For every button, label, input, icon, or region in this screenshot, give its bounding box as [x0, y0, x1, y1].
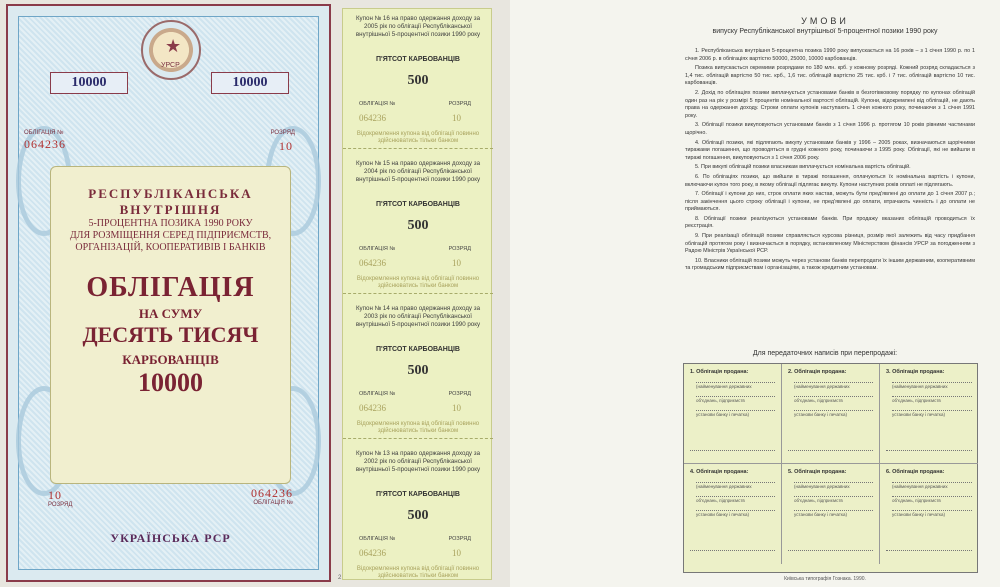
coupon-heading: Купон № 15 на право одержання доходу за 2004 рік по облігації Республіканської внутрішньої 5-процентної позики 1990 року [355, 160, 481, 183]
condition-paragraph: 6. По облігаціях позики, що вийшли в тиражі погашення, оплачуються їх номінальна вартість і купони, включаючи купон того року, в якому облігації підлягає викупу. Купони наступних років оплаті не підлягають. [685, 173, 975, 188]
transfer-cell [880, 464, 978, 564]
coupon-strip [342, 8, 492, 580]
transfer-cell-line: установи банку і печатка) [892, 510, 972, 518]
coupon-heading: Купон № 14 на право одержання доходу за 2003 рік по облігації Республіканської внутрішньої 5-процентної позики 1990 року [355, 305, 481, 328]
coupon-footnote: Відокремлення купона від облігації повинно здійснюватись тільки банком [356, 276, 480, 289]
coupon-category-label: РОЗРЯД [448, 536, 471, 542]
page-number: 2 [338, 575, 342, 581]
condition-paragraph: 7. Облігації і купони до них, строк оплати яких настав, можуть бути пред'явлені до оплати до 1 січня 2007 р.; після закінчення цього строку облігації і купони, не пред'явлені до оплати, втрачають чинність і до оплати не приймаються. [685, 191, 975, 213]
conditions-title: УМОВИ [801, 16, 849, 26]
condition-paragraph: 1. Республіканська внутрішня 5-процентна позика 1990 року випускається на 16 років – з 1 січня 1990 р. по 1 січня 2006 р. в облігаціях вартістю 50000, 25000, 10000 карбованців. [685, 48, 975, 62]
coupon-category: 10 [452, 548, 461, 558]
coupon-amount-words: П'ЯТСОТ КАРБОВАНЦІВ [376, 346, 460, 353]
condition-paragraph: 8. Облігації позики реалізуються установами банків. При продажу вказаних облігацій проводиться їх реєстрація. [685, 215, 975, 230]
signature-line [690, 450, 775, 451]
transfer-cell-line: установи банку і печатка) [696, 510, 775, 518]
coupon-category: 10 [452, 113, 461, 123]
transfer-cell-title: 4. Облігація продана: [690, 469, 749, 475]
transfer-cell-title: 5. Облігація продана: [788, 469, 847, 475]
coupon-amount: 500 [407, 218, 429, 233]
transfer-cell-title: 6. Облігація продана: [886, 469, 945, 475]
transfer-cell [880, 364, 978, 464]
transfer-cell [684, 364, 782, 464]
category-label-top: РОЗРЯД [270, 130, 295, 136]
coupon-footnote: Відокремлення купона від облігації повинно здійснюватись тільки банком [356, 566, 480, 579]
heading-line1: РЕСПУБЛІКАНСЬКА [88, 186, 253, 201]
coupon-category-label: РОЗРЯД [448, 246, 471, 252]
coupon-amount: 500 [407, 73, 429, 88]
category-number-bottom: 10 [48, 488, 62, 502]
coupon-category: 10 [452, 258, 461, 268]
coupon-series-label: ОБЛІГАЦІЯ № [359, 391, 396, 397]
transfer-cell-line: об'єднань, підприємств [696, 496, 775, 504]
coupon-series-label: ОБЛІГАЦІЯ № [359, 101, 396, 107]
currency-label: КАРБОВАНЦІВ [122, 352, 219, 367]
coupon-amount: 500 [407, 363, 429, 378]
emblem-lettering: УРСР [161, 62, 180, 69]
transfer-cell-line: установи банку і печатка) [892, 410, 972, 418]
heading-line3: 5-ПРОЦЕНТНА ПОЗИКА 1990 РОКУ [88, 218, 253, 229]
coupon-category-label: РОЗРЯД [448, 101, 471, 107]
coupon-amount-words: П'ЯТСОТ КАРБОВАНЦІВ [376, 201, 460, 208]
amount-words: ДЕСЯТЬ ТИСЯЧ [82, 322, 259, 347]
condition-paragraph: 4. Облігації позики, які підлягають викупу установами банків у 1996 – 2005 роках, визначаються щорічними тиражами погашення, що проводяться в грудні кожного року, починаючи з 1995 року. Облігації, які не вийшли в тиражі погашення, викуповуються з 1 січня 2006 року. [685, 139, 975, 161]
coupon-heading: Купон № 13 на право одержання доходу за 2002 рік по облігації Республіканської внутрішньої 5-процентної позики 1990 року [355, 450, 481, 473]
transfer-cell-title: 3. Облігація продана: [886, 369, 945, 375]
signature-line [690, 550, 775, 551]
condition-paragraph: 9. При реалізації облігацій позики справляється курсова різниця, розмір якої залежить від часу придбання облігацій протягом року і визначається в порядку, встановленому Міністерством фінансів УРСР за погодженням з Радою Міністрів Української РСР. [685, 233, 975, 255]
series-label-top: ОБЛІГАЦІЯ № [24, 130, 64, 136]
emblem-icon [141, 20, 201, 80]
coupon [343, 444, 493, 584]
conditions-text [685, 48, 975, 275]
transfer-cell-line: (найменування державних [794, 482, 873, 490]
coupon-serial: 064236 [359, 258, 386, 268]
series-label-bottom: ОБЛІГАЦІЯ № [253, 500, 293, 506]
serial-number-bottom: 064236 [251, 486, 293, 500]
conditions-subtitle: випуску Республіканської внутрішньої 5-процентної позики 1990 року [712, 28, 938, 35]
condition-paragraph: 2. Дохід по облігаціях позики виплачується установами банків в безготівковому порядку по купонах облігацій один раз на рік у розмірі 5 процентів номінальної вартості облігацій. Купони, відокремлені від облігацій, не дають права на одержання доходу. Строки оплати купонів наступають 1 січня кожного року, починаючи з 1 січня 1991 року. [685, 89, 975, 119]
coupon-amount-words: П'ЯТСОТ КАРБОВАНЦІВ [376, 56, 460, 63]
signature-line [788, 450, 873, 451]
coupon-amount-words: П'ЯТСОТ КАРБОВАНЦІВ [376, 491, 460, 498]
coupon [343, 299, 493, 439]
coupon [343, 154, 493, 294]
transfer-cell-line: (найменування державних [892, 482, 972, 490]
transfer-cell [684, 464, 782, 564]
bond-certificate [6, 4, 331, 582]
bond-title: ОБЛІГАЦІЯ [86, 272, 255, 303]
transfer-cell [782, 464, 880, 564]
heading-line2: ВНУТРІШНЯ [119, 202, 222, 217]
transfer-cell-line: об'єднань, підприємств [892, 496, 972, 504]
transfer-cell [782, 364, 880, 464]
transfer-cell-line: установи банку і печатка) [794, 510, 873, 518]
signature-line [886, 450, 972, 451]
country-label: УКРАЇНСЬКА РСР [110, 531, 231, 545]
heading-line5: ОРГАНІЗАЦІЙ, КООПЕРАТИВІВ І БАНКІВ [75, 242, 266, 253]
condition-paragraph: Позика випускається окремими розрядами по 180 млн. крб. у кожному розряді. Кожний розряд складається з 1,4 тис. облігацій вартістю 50 тис. крб., 1,6 тис. облігацій вартістю 25 тис. крб. і 7 тис. облігацій вартістю 10 тис. карбованців. [685, 65, 975, 87]
category-number-top: 10 [279, 139, 293, 153]
transfer-cell-title: 1. Облігація продана: [690, 369, 749, 375]
coupon-category: 10 [452, 403, 461, 413]
transfer-cell-title: 2. Облігація продана: [788, 369, 847, 375]
coupon [343, 9, 493, 149]
denomination-right: 10000 [211, 72, 289, 94]
coupon-serial: 064236 [359, 113, 386, 123]
transfer-cell-line: об'єднань, підприємств [794, 396, 873, 404]
coupon-footnote: Відокремлення купона від облігації повинно здійснюватись тільки банком [356, 131, 480, 144]
category-label-bottom: РОЗРЯД [48, 502, 73, 508]
signature-line [886, 550, 972, 551]
on-sum-label: НА СУМУ [138, 306, 203, 321]
transfer-cell-line: об'єднань, підприємств [892, 396, 972, 404]
transfer-cell-line: об'єднань, підприємств [794, 496, 873, 504]
condition-paragraph: 10. Власники облігацій позики можуть через установи банків перепродати їх іншим державним, кооперативним та громадським підприємствам і організаціям, а також кредитним установам. [685, 257, 975, 272]
coupon-serial: 064236 [359, 548, 386, 558]
printer-imprint: Київська типографія Гознака. 1990. [784, 576, 866, 582]
amount-number: 10000 [138, 368, 203, 397]
coupon-series-label: ОБЛІГАЦІЯ № [359, 246, 396, 252]
condition-paragraph: 5. При викупі облігацій позики власникам виплачується номінальна вартість облігацій. [695, 164, 911, 171]
transfer-cell-line: (найменування державних [892, 382, 972, 390]
coupon-category-label: РОЗРЯД [448, 391, 471, 397]
transfer-cell-line: установи банку і печатка) [696, 410, 775, 418]
denomination-left: 10000 [50, 72, 128, 94]
transfer-cell-line: об'єднань, підприємств [696, 396, 775, 404]
transfer-cell-line: (найменування державних [696, 482, 775, 490]
transfer-grid [683, 363, 978, 573]
conditions-page [510, 0, 1000, 587]
heading-line4: ДЛЯ РОЗМІЩЕННЯ СЕРЕД ПІДПРИЄМСТВ, [69, 230, 272, 241]
star-icon: ★ [165, 36, 182, 56]
coupon-amount: 500 [407, 508, 429, 523]
condition-paragraph: 3. Облігації позики викуповуються установами банків з 1 січня 1996 р. протягом 10 років рівними частинами щорічно. [685, 122, 975, 136]
coupon-serial: 064236 [359, 403, 386, 413]
signature-line [788, 550, 873, 551]
transfer-cell-line: установи банку і печатка) [794, 410, 873, 418]
serial-number-top: 064236 [24, 137, 66, 151]
transfer-cell-line: (найменування державних [696, 382, 775, 390]
coupon-footnote: Відокремлення купона від облігації повинно здійснюватись тільки банком [356, 421, 480, 434]
transfer-heading: Для передаточних написів при перепродажі: [752, 350, 898, 357]
transfer-cell-line: (найменування державних [794, 382, 873, 390]
coupon-heading: Купон № 16 на право одержання доходу за 2005 рік по облігації Республіканської внутрішньої 5-процентної позики 1990 року [355, 15, 481, 38]
coupon-series-label: ОБЛІГАЦІЯ № [359, 536, 396, 542]
